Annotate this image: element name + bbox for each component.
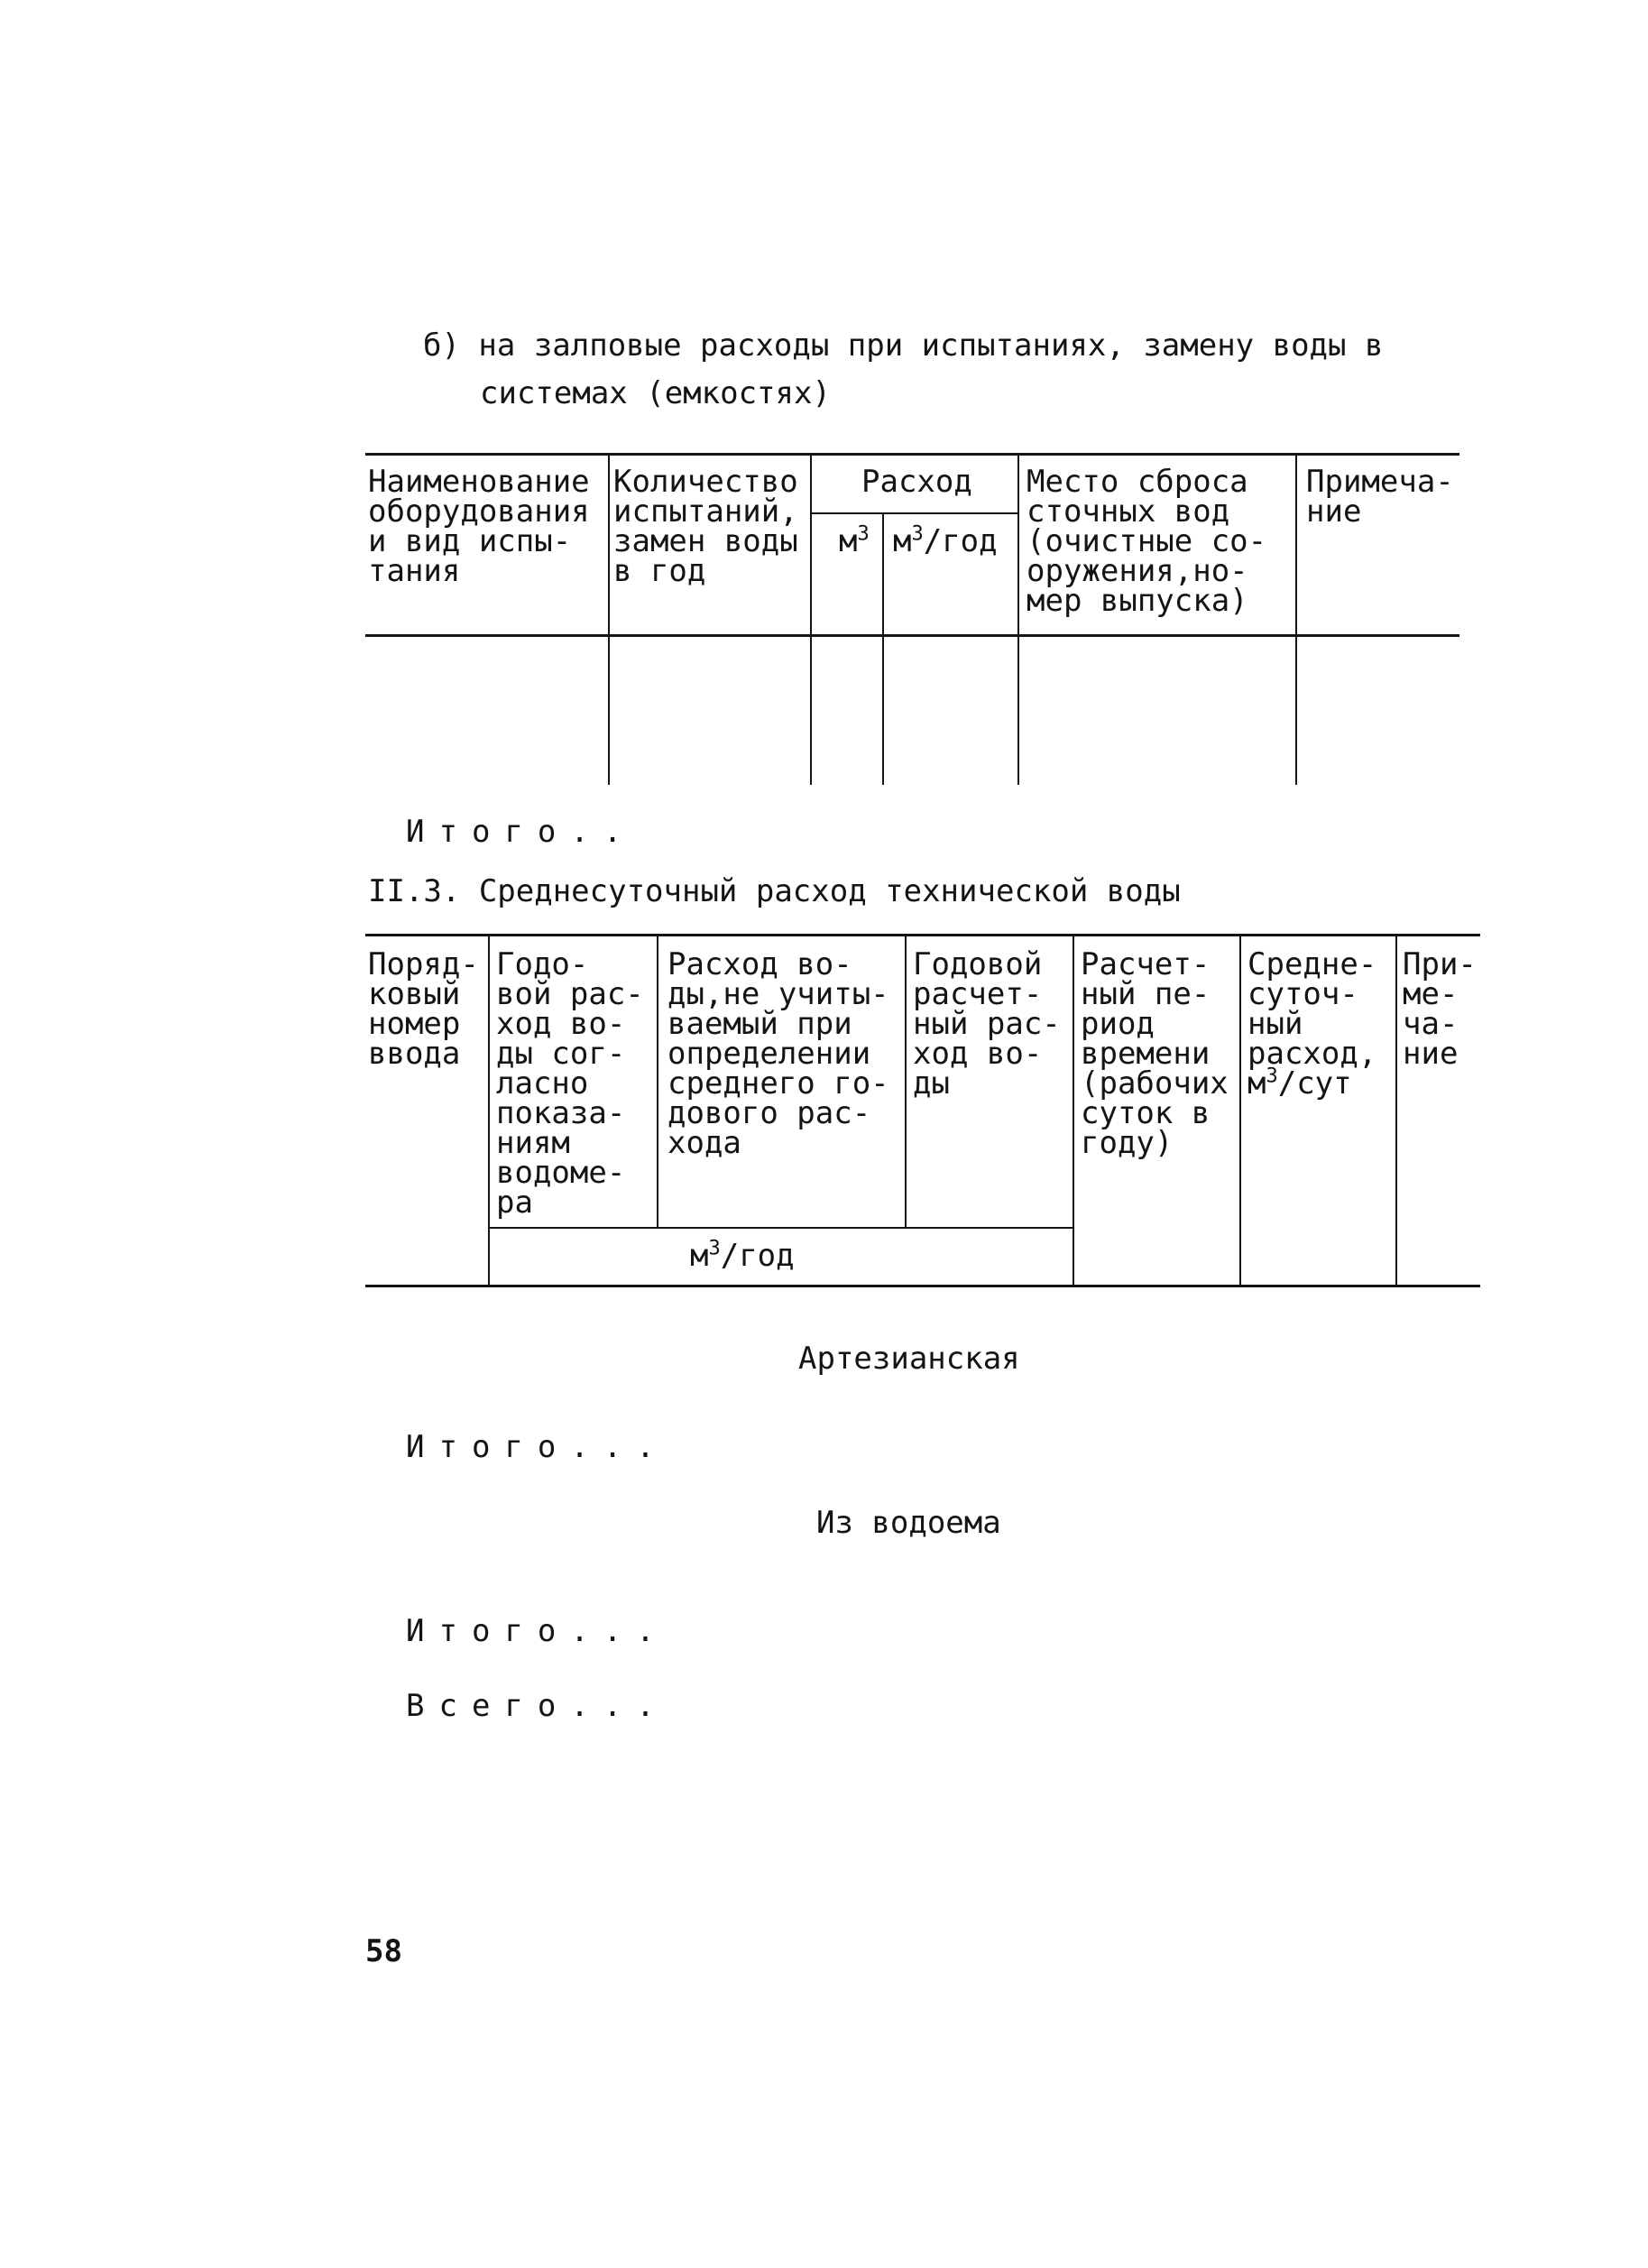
table2-header-daily-average: Средне- суточ- ный расход, $м^3$/сут [1248, 946, 1377, 1102]
group-reservoir: Из водоема [816, 1505, 1001, 1541]
table1-header-tests-count: Количество испытаний, замен воды в год [613, 464, 798, 589]
section-b-line-1: б) на залповые расходы при испытаниях, замену воды в [423, 327, 1384, 364]
table1-header-m3-per-year: $м^3$/год [893, 522, 998, 559]
table2-header-unaccounted: Расход во- ды,не учиты- ваемый при определении среднего го- дового рас- хода [667, 946, 889, 1161]
grand-total: Всего... [406, 1688, 669, 1724]
table1-header-notes: Примеча- ние [1306, 464, 1454, 530]
table2-header-notes: При- ме- ча- ние [1403, 946, 1477, 1072]
table1-header-discharge-place: Место сброса сточных вод (очистные со- оружения,но- мер выпуска) [1027, 464, 1267, 619]
total-reservoir: Итого... [406, 1613, 669, 1649]
table2-unit-row: $м^3$/год [690, 1237, 795, 1274]
table2-header-period: Расчет- ный пе- риод времени (рабочих суток в году) [1081, 946, 1229, 1161]
section-b-line-2: системах (емкостях) [480, 375, 831, 411]
section-2-3-heading: II.3. Среднесуточный расход технической воды [368, 873, 1181, 909]
table2-header-annual-meter: Годо- вой рас- ход во- ды сог- ласно показа- ниям водоме- ра [496, 946, 644, 1221]
table1-header-flow: Расход [861, 464, 972, 500]
table2-header-input-number: Поряд- ковый номер ввода [368, 946, 479, 1072]
table1-header-equipment: Наименование оборудования и вид испы- тания [368, 464, 590, 589]
table2-header-annual-calculated: Годовой расчет- ный рас- ход во- ды [913, 946, 1061, 1102]
table1-header-m3: $м^3$ [839, 522, 870, 559]
group-artesian: Артезианская [798, 1341, 1020, 1377]
table1-total: Итого.. [406, 814, 637, 850]
total-artesian: Итого... [406, 1429, 669, 1465]
page-number: 58 [365, 1933, 402, 1969]
